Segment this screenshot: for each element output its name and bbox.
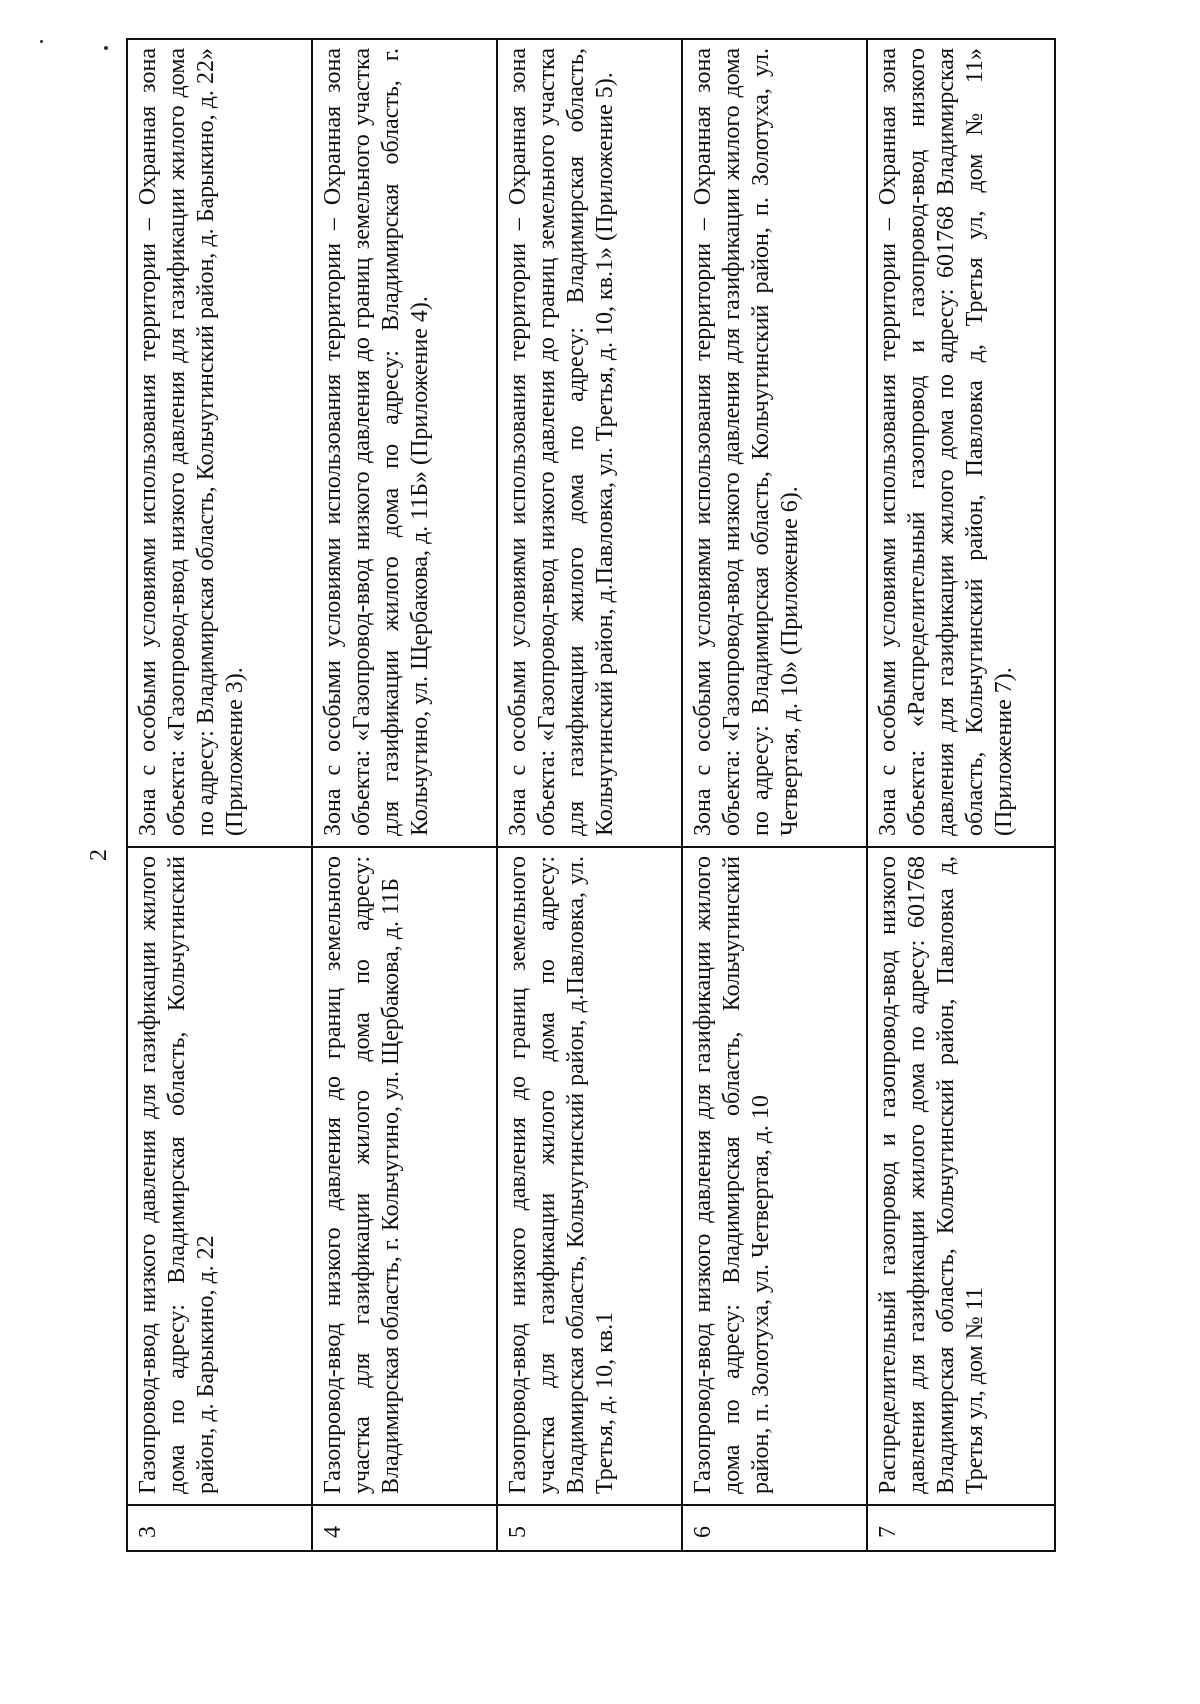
row-number: 7 [867, 1505, 1055, 1551]
rotated-sheet [126, 40, 1054, 1552]
table-row [312, 39, 497, 1551]
zone-description: Зона с особыми условиями использования территории – Охранная зона объекта: «Распределительный газопровод и газопровод-ввод низкого давления для газификации жилого дома по адресу: 601768 Владимирская область, Кольчугинский район, Павловка д, Третья ул, дом № 11» (Приложение 7). [867, 39, 1055, 847]
zone-description: Зона с особыми условиями использования территории – Охранная зона объекта: «Газопровод-ввод низкого давления до границ земельного участка для газификации жилого дома по адресу: Владимирская область, Кольчугинский район, д.Павловка, ул. Третья, д. 10, кв.1» (Приложение 5). [497, 39, 682, 847]
table-row [867, 39, 1055, 1551]
table-row [497, 39, 682, 1551]
object-description: Распределительный газопровод и газопровод-ввод низкого давления для газификации жилого дома по адресу: 601768 Владимирская область, Кольчугинский район, Павловка д, Третья ул, дом № 11 [867, 847, 1055, 1505]
zone-description: Зона с особыми условиями использования территории – Охранная зона объекта: «Газопровод-ввод низкого давления для газификации жилого дома по адресу: Владимирская область, Кольчугинский район, п. Золотуха, ул. Четвертая, д. 10» (Приложение 6). [682, 39, 867, 847]
row-number: 6 [682, 1505, 867, 1551]
object-description: Газопровод-ввод низкого давления для газификации жилого дома по адресу: Владимирская область, Кольчугинский район, п. Золотуха, ул. Четвертая, д. 10 [682, 847, 867, 1505]
row-number: 4 [312, 1505, 497, 1551]
zone-description: Зона с особыми условиями использования территории – Охранная зона объекта: «Газопровод-ввод низкого давления для газификации жилого дома по адресу: Владимирская область, Кольчугинский район, д. Барыкино, д. 22» (Приложение 3). [127, 39, 312, 847]
row-number: 3 [127, 1505, 312, 1551]
page-number: 2 [86, 849, 112, 861]
scan-speck [40, 40, 43, 43]
row-number: 5 [497, 1505, 682, 1551]
zones-table [126, 38, 1056, 1552]
table-row [682, 39, 867, 1551]
scan-speck [104, 46, 108, 50]
object-description: Газопровод-ввод низкого давления до границ земельного участка для газификации жилого дома по адресу: Владимирская область, г. Кольчугино, ул. Щербакова, д. 11Б [312, 847, 497, 1505]
object-description: Газопровод-ввод низкого давления до границ земельного участка для газификации жилого дома по адресу: Владимирская область, Кольчугинский район, д.Павловка, ул. Третья, д. 10, кв.1 [497, 847, 682, 1505]
object-description: Газопровод-ввод низкого давления для газификации жилого дома по адресу: Владимирская область, Кольчугинский район, д. Барыкино, д. 22 [127, 847, 312, 1505]
zone-description: Зона с особыми условиями использования территории – Охранная зона объекта: «Газопровод-ввод низкого давления до границ земельного участка для газификации жилого дома по адресу: Владимирская область, г. Кольчугино, ул. Щербакова, д. 11Б» (Приложение 4). [312, 39, 497, 847]
table-row [127, 39, 312, 1551]
